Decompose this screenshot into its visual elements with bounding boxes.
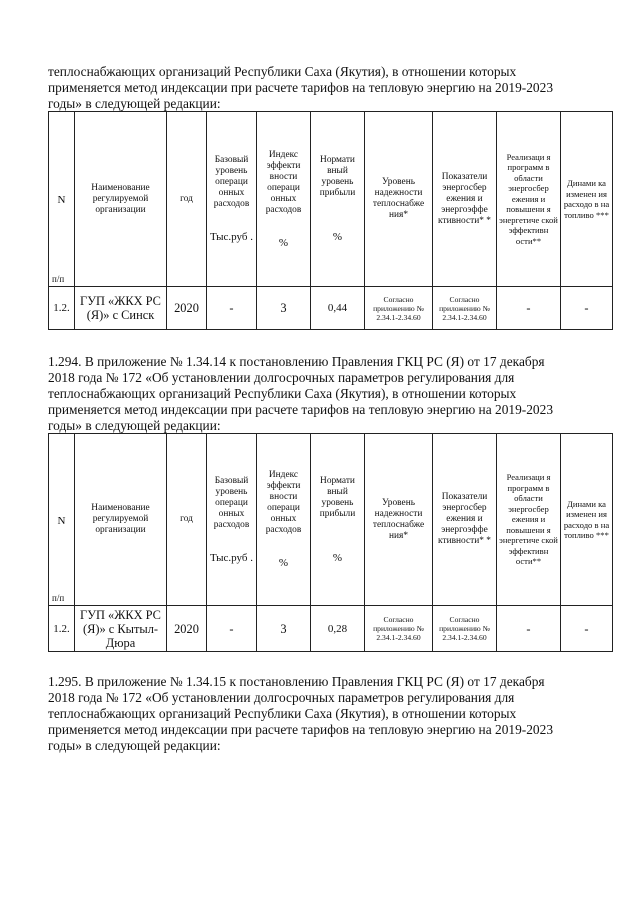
cell-programs: - — [497, 287, 561, 330]
header-year: год — [167, 434, 207, 606]
cell-num: 1.2. — [49, 606, 75, 652]
header-name: Наименование регулируемой организации — [75, 434, 167, 606]
header-norm-unit: % — [332, 231, 343, 243]
text-line: теплоснабжающих организаций Республики Саха (Якутия), в отношении которых — [48, 386, 517, 401]
tariff-table-2 — [48, 433, 613, 652]
intro-paragraph — [48, 64, 596, 112]
cell-year: 2020 — [167, 606, 207, 652]
cell-reliability: Согласно приложению № 2.34.1-2.34.60 — [365, 287, 433, 330]
section-294-paragraph — [48, 354, 596, 434]
text-line: 2018 года № 172 «Об установлении долгосрочных параметров регулирования для — [48, 690, 515, 705]
text-line: 1.295. В приложение № 1.34.15 к постановлению Правления ГКЦ РС (Я) от 17 декабря — [48, 674, 545, 689]
header-npp: п/п — [52, 274, 65, 284]
header-base: Базовый уровень операци онных расходов Тыс.руб . — [207, 112, 257, 287]
table-header-row — [49, 112, 613, 287]
cell-index: 3 — [257, 606, 311, 652]
text-line: годы» в следующей редакции: — [48, 738, 221, 753]
cell-dynamics: - — [561, 287, 613, 330]
header-index-unit: % — [278, 557, 289, 569]
text-line: применяется метод индексации при расчете тарифов на тепловую энергию на 2019-2023 — [48, 80, 554, 95]
table-row — [49, 606, 613, 652]
text-line: теплоснабжающих организаций Республики Саха (Якутия), в отношении которых — [48, 64, 517, 79]
tariff-table-1 — [48, 111, 613, 330]
header-index: Индекс эффекти вности операци онных расходов % — [257, 112, 311, 287]
header-norm-unit: % — [332, 551, 343, 564]
cell-org: ГУП «ЖКХ РС (Я)» с Синск — [75, 287, 167, 330]
cell-dynamics: - — [561, 606, 613, 652]
text-line: применяется метод индексации при расчете тарифов на тепловую энергию на 2019-2023 — [48, 722, 554, 737]
cell-energy: Согласно приложению № 2.34.1-2.34.60 — [433, 606, 497, 652]
header-base-unit: Тыс.руб . — [209, 551, 253, 564]
header-name: Наименование регулируемой организации — [75, 112, 167, 287]
header-index-unit: % — [278, 236, 289, 249]
text-line: 2018 года № 172 «Об установлении долгосрочных параметров регулирования для — [48, 370, 515, 385]
header-n: N п/п — [49, 112, 75, 287]
text-line: 1.294. В приложение № 1.34.14 к постановлению Правления ГКЦ РС (Я) от 17 декабря — [48, 354, 545, 369]
header-base: Базовый уровень операци онных расходов Тыс.руб . — [207, 434, 257, 606]
text-line: годы» в следующей редакции: — [48, 96, 221, 111]
cell-energy: Согласно приложению № 2.34.1-2.34.60 — [433, 287, 497, 330]
cell-org: ГУП «ЖКХ РС (Я)» с Кытыл-Дюра — [75, 606, 167, 652]
cell-programs: - — [497, 606, 561, 652]
cell-num: 1.2. — [49, 287, 75, 330]
header-npp: п/п — [52, 593, 65, 603]
header-reliability: Уровень надежности теплоснабже ния* — [365, 112, 433, 287]
cell-reliability: Согласно приложению № 2.34.1-2.34.60 — [365, 606, 433, 652]
header-year: год — [167, 112, 207, 287]
header-norm: Нормати вный уровень прибыли % — [311, 112, 365, 287]
header-programs: Реализаци я программ в области энергосбер ежения и повышени я энергетиче ской эффективн ости** — [497, 112, 561, 287]
cell-base: - — [207, 606, 257, 652]
header-base-unit: Тыс.руб . — [209, 231, 253, 243]
header-index: Индекс эффекти вности операци онных расходов % — [257, 434, 311, 606]
header-energy: Показатели энергосбер ежения и энергоэффе ктивности* * — [433, 434, 497, 606]
header-norm: Нормати вный уровень прибыли % — [311, 434, 365, 606]
table-row — [49, 287, 613, 330]
text-line: годы» в следующей редакции: — [48, 418, 221, 433]
cell-base: - — [207, 287, 257, 330]
header-dynamics: Динами ка изменен ия расходо в на топливо *** — [561, 434, 613, 606]
header-n: N п/п — [49, 434, 75, 606]
text-line: применяется метод индексации при расчете тарифов на тепловую энергию на 2019-2023 — [48, 402, 554, 417]
cell-norm: 0,28 — [311, 606, 365, 652]
cell-norm: 0,44 — [311, 287, 365, 330]
header-energy: Показатели энергосбер ежения и энергоэффе ктивности* * — [433, 112, 497, 287]
cell-year: 2020 — [167, 287, 207, 330]
table-header-row — [49, 434, 613, 606]
header-reliability: Уровень надежности теплоснабже ния* — [365, 434, 433, 606]
text-line: теплоснабжающих организаций Республики Саха (Якутия), в отношении которых — [48, 706, 517, 721]
cell-index: 3 — [257, 287, 311, 330]
header-programs: Реализаци я программ в области энергосбер ежения и повышени я энергетиче ской эффективн ости** — [497, 434, 561, 606]
header-dynamics: Динами ка изменен ия расходо в на топливо *** — [561, 112, 613, 287]
section-295-paragraph — [48, 674, 596, 754]
